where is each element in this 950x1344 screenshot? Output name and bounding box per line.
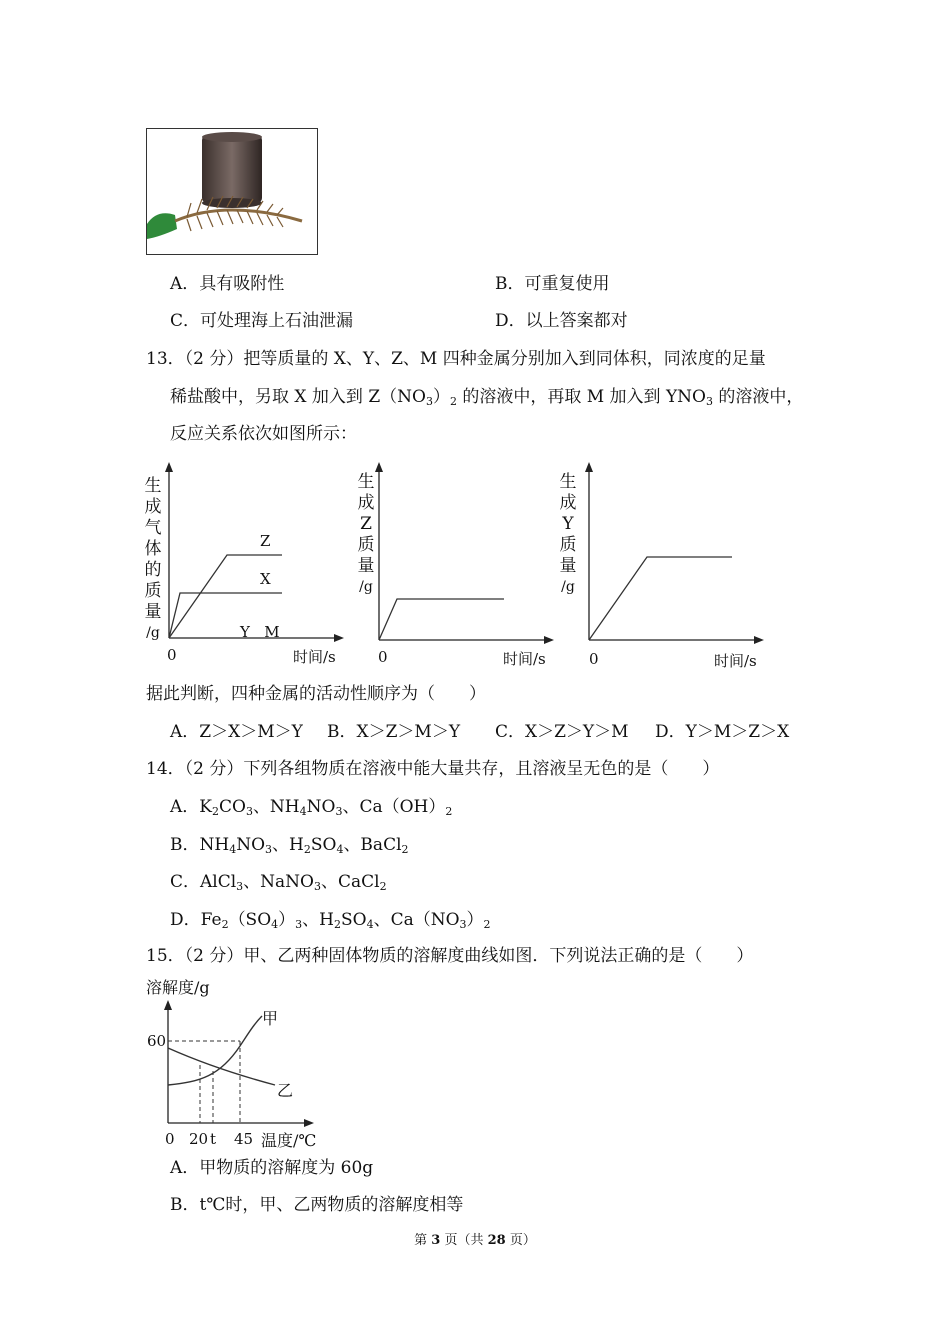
q12-option-d: D．以上答案都对 (495, 311, 628, 331)
q15-option-b: B．t℃时，甲、乙两物质的溶解度相等 (170, 1195, 464, 1215)
solubility-chart (140, 998, 340, 1128)
graph1-xlabel: 时间/s (293, 648, 336, 666)
page-footer: 第 3 页（共 28 页） (414, 1233, 536, 1248)
graph2-xlabel: 时间/s (503, 650, 546, 668)
q15-y60: 60 (147, 1032, 167, 1050)
q13-question: 据此判断，四种金属的活动性顺序为（ ） (146, 684, 486, 704)
q13-option-a: A．Z＞X＞M＞Y (170, 722, 303, 742)
q12-option-b: B．可重复使用 (495, 274, 610, 294)
graph2-plot (370, 460, 560, 645)
graph1-ylabel: 生 成 气 体 的 质 量 /g (144, 476, 162, 641)
graph2-ylabel: 生 成 Z 质 量 /g (357, 472, 375, 595)
q14-option-c: C．AlCl$_3$、NaNO$_3$、CaCl$_2$ (170, 872, 387, 893)
q15-stem: 15．（2 分）甲、乙两种固体物质的溶解度曲线如图．下列说法正确的是（ ） (146, 946, 754, 966)
graph3-ylabel: 生 成 Y 质 量 /g (559, 472, 577, 595)
q13-option-c: C．X＞Z＞Y＞M (495, 722, 629, 742)
graph1-label-x: X (260, 570, 271, 588)
graph1-origin: 0 (167, 646, 177, 664)
q12-option-c: C．可处理海上石油泄漏 (170, 311, 354, 331)
q15-ylabel: 溶解度/g (146, 978, 210, 997)
q13-stem-line3: 反应关系依次如图所示： (170, 424, 357, 444)
q13-stem-line1: 13．（2 分）把等质量的 X、Y、Z、M 四种金属分别加入到同体积，同浓度的足量 (146, 349, 766, 369)
q14-option-b: B．$NH_4NO_3$、$H_2SO_4$、BaCl$_2$ (170, 835, 409, 856)
page-total: 28 (487, 1233, 506, 1248)
sponge-oil-image (147, 129, 317, 254)
graph1-plot (160, 460, 350, 645)
graph1-label-z: Z (260, 532, 271, 550)
q13-option-b: B．X＞Z＞M＞Y (327, 722, 461, 742)
q13-option-d: D．Y＞M＞Z＞X (655, 722, 790, 742)
graph2-line (379, 599, 504, 640)
page-number: 3 (431, 1233, 441, 1248)
q15-xtick-t: t (210, 1130, 217, 1148)
q15-option-a: A．甲物质的溶解度为 60g (170, 1158, 374, 1178)
q15-xtick-0: 0 (165, 1130, 175, 1148)
q13-stem-line2: 稀盐酸中，另取 X 加入到 $Z(NO_3)_2$ 的溶液中，再取 M 加入到 $YNO_3$ 的溶液中， (170, 387, 804, 408)
q15-xlabel: 温度/℃ (261, 1131, 317, 1150)
sponge-photo (146, 128, 318, 255)
graph1-label-ym: Y M (240, 623, 280, 641)
graph3-line (589, 557, 732, 640)
graph2-origin: 0 (378, 648, 388, 666)
q15-label-jia: 甲 (262, 1009, 279, 1028)
q15-xtick-45: 45 (234, 1130, 254, 1148)
q15-label-yi: 乙 (277, 1081, 294, 1100)
q15-xtick-20: 20 (189, 1130, 209, 1148)
q14-stem: 14．（2 分）下列各组物质在溶液中能大量共存，且溶液呈无色的是（ ） (146, 759, 720, 779)
graph3-origin: 0 (589, 650, 599, 668)
q14-option-d: D．$Fe_2(SO_4)_3$、$H_2SO_4$、$Ca(NO_3)_2$ (170, 910, 491, 931)
graph3-xlabel: 时间/s (714, 652, 757, 670)
graph3-plot (580, 460, 770, 645)
q14-option-a: A．$K_2CO_3$、$NH_4NO_3$、$Ca(OH)_2$ (170, 797, 453, 818)
q15-curve-jia (168, 1016, 262, 1085)
q12-option-a: A．具有吸附性 (170, 274, 285, 294)
